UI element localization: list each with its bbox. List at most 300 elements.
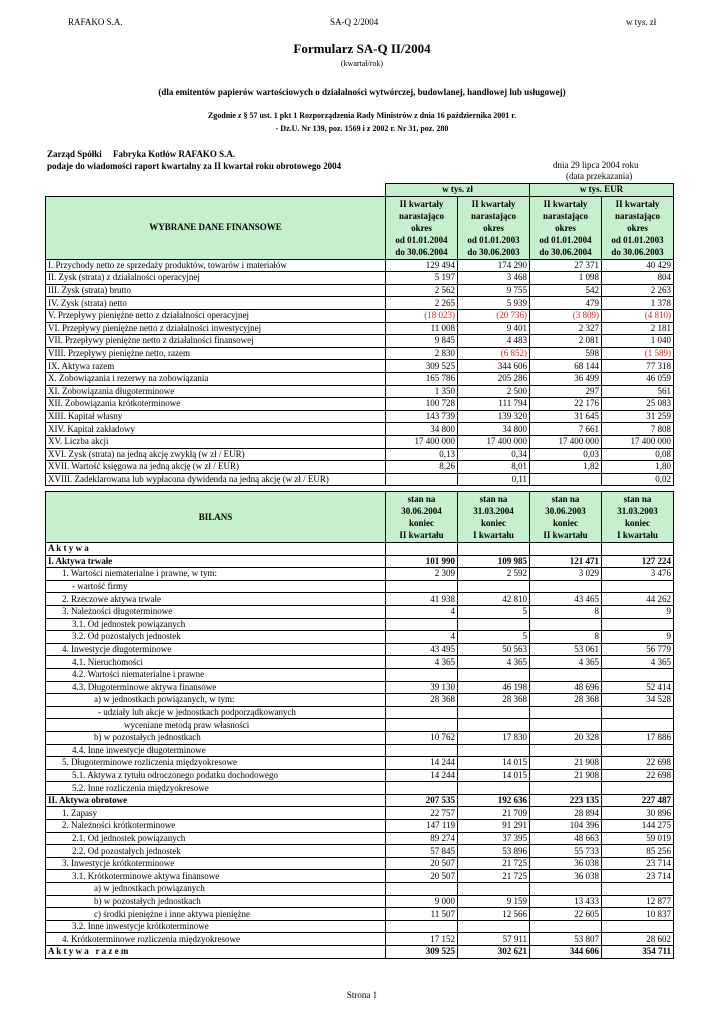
table-cell: 52 414 [602, 681, 674, 694]
table-cell [602, 618, 674, 631]
table-cell: 1,80 [602, 461, 674, 474]
table-cell [530, 668, 602, 681]
column-header-line: okres [411, 222, 432, 233]
table-cell: 309 525 [386, 946, 458, 959]
column-header-line: II kwartały [399, 198, 444, 209]
row-label: 1. Zapasy [46, 807, 386, 820]
table-row [46, 769, 674, 782]
table-row [46, 284, 674, 297]
table-cell: 22 698 [602, 769, 674, 782]
table-cell: 111 794 [458, 398, 530, 411]
table-cell: 143 739 [386, 410, 458, 423]
column-header-line: koniec [552, 518, 578, 528]
table-cell: 40 429 [602, 259, 674, 272]
table-cell: 10 762 [386, 731, 458, 744]
row-label: I. Aktywa trwałe [46, 555, 386, 568]
table-cell: 354 711 [602, 946, 674, 959]
table-cell [530, 706, 602, 719]
group-eur: w tys. EUR [530, 184, 674, 197]
row-label: II. Zysk (strata) z działalności operacyjnej [46, 272, 386, 285]
row-label: XII. Zobowiązania krótkoterminowe [46, 398, 386, 411]
row-label: - wartość firmy [46, 580, 386, 593]
board-line: Zarząd Spółki Fabryka Kotłów RAFAKO S.A. [47, 149, 236, 159]
table-cell [386, 706, 458, 719]
table-row [46, 794, 674, 807]
column-header-line: od 01.01.2004 [539, 234, 592, 245]
table-row [46, 335, 674, 348]
table-cell: 8 [530, 605, 602, 618]
table-cell: 144 275 [602, 820, 674, 833]
table-cell: 207 535 [386, 794, 458, 807]
table-cell: 1 098 [530, 272, 602, 285]
table-cell: 1,82 [530, 461, 602, 474]
column-header-line: II kwartały [543, 198, 588, 209]
row-label: 2.1. Od jednostek powiązanych [46, 832, 386, 845]
row-label: XI. Zobowiązania długoterminowe [46, 385, 386, 398]
table-cell: 57 911 [458, 933, 530, 946]
table-cell: 12 877 [602, 895, 674, 908]
table-cell: 598 [530, 347, 602, 360]
table-cell: 89 274 [386, 832, 458, 845]
table-cell: 11 507 [386, 908, 458, 921]
table-cell [386, 580, 458, 593]
row-label: VI. Przepływy pieniężne netto z działalności inwestycyjnej [46, 322, 386, 335]
table-row [46, 857, 674, 870]
table-row [46, 706, 674, 719]
table-row [46, 656, 674, 669]
table-cell: 68 144 [530, 360, 602, 373]
table-cell: 14 015 [458, 769, 530, 782]
table-row [46, 555, 674, 568]
table-cell: 59 019 [602, 832, 674, 845]
table-cell [602, 719, 674, 732]
table-cell [530, 920, 602, 933]
table-cell [530, 744, 602, 757]
table-row [46, 410, 674, 423]
row-label: c) środki pieniężne i inne aktywa pieniężne [46, 908, 386, 921]
row-label: IV. Zysk (strata) netto [46, 297, 386, 310]
table-cell [386, 883, 458, 896]
page-subtitle: (kwartał/rok) [340, 59, 384, 68]
table-cell [386, 744, 458, 757]
table-row [46, 883, 674, 896]
row-label: VIII. Przepływy pieniężne netto, razem [46, 347, 386, 360]
table-cell: 21 725 [458, 870, 530, 883]
page-title: Formularz SA-Q II/2004 [293, 41, 431, 56]
table-cell: (20 736) [458, 309, 530, 322]
table-cell: 5 197 [386, 272, 458, 285]
table-cell: (4 810) [602, 309, 674, 322]
table-cell: 56 779 [602, 643, 674, 656]
column-header [602, 196, 674, 259]
table-row [46, 832, 674, 845]
row-label: b) w pozostałych jednostkach [46, 895, 386, 908]
row-label: 4.3. Długoterminowe aktywa finansowe [46, 681, 386, 694]
bilans-title: BILANS [46, 492, 386, 543]
row-label: 2.2. Od pozostałych jednostek [46, 845, 386, 858]
table-cell: 44 262 [602, 593, 674, 606]
table-cell: 2 592 [458, 568, 530, 581]
table-cell: 25 083 [602, 398, 674, 411]
row-label: 5.1. Aktywa z tytułu odroczonego podatku dochodowego [46, 769, 386, 782]
row-label: a) w jednostkach powiązanych, w tym: [46, 694, 386, 707]
table-cell [458, 883, 530, 896]
table-row [46, 543, 674, 556]
table-cell: 344 606 [458, 360, 530, 373]
table-cell: 9 755 [458, 284, 530, 297]
column-header-line: okres [627, 222, 648, 233]
table-cell: 0,11 [458, 473, 530, 486]
table-cell: 147 119 [386, 820, 458, 833]
table-cell: 192 636 [458, 794, 530, 807]
table-cell: 36 038 [530, 870, 602, 883]
table-cell: 36 499 [530, 372, 602, 385]
table-cell: 50 563 [458, 643, 530, 656]
table-cell: 20 328 [530, 731, 602, 744]
table-cell [530, 883, 602, 896]
table-cell: 542 [530, 284, 602, 297]
table-cell [602, 883, 674, 896]
table-cell [458, 706, 530, 719]
column-header [530, 196, 602, 259]
table-cell: 28 894 [530, 807, 602, 820]
column-header-line: okres [555, 222, 576, 233]
table-row [46, 347, 674, 360]
row-label: V. Przepływy pieniężne netto z działalności operacyjnej [46, 309, 386, 322]
column-header-line: 30.06.2004 [401, 506, 442, 516]
table-cell [530, 782, 602, 795]
row-label: 4. Inwestycje długoterminowe [46, 643, 386, 656]
table-cell [458, 618, 530, 631]
table-cell: 4 365 [386, 656, 458, 669]
column-header-line: od 01.01.2003 [467, 234, 520, 245]
table-cell: 27 371 [530, 259, 602, 272]
column-header [386, 492, 458, 543]
table-cell: 41 938 [386, 593, 458, 606]
table-cell [458, 719, 530, 732]
row-label: 4.2. Wartości niematerialne i prawne [46, 668, 386, 681]
table-cell: 20 507 [386, 870, 458, 883]
table-cell: (6 852) [458, 347, 530, 360]
table-cell: 34 800 [458, 423, 530, 436]
row-label: - udziały lub akcje w jednostkach podporządkowanych [46, 706, 386, 719]
table-row [46, 272, 674, 285]
table-cell: 3 468 [458, 272, 530, 285]
table-row [46, 820, 674, 833]
table-cell [458, 580, 530, 593]
table-cell [602, 580, 674, 593]
row-label: a) w jednostkach powiązanych [46, 883, 386, 896]
table-cell: 22 757 [386, 807, 458, 820]
table-cell: 17 400 000 [386, 435, 458, 448]
table-cell: 21 908 [530, 757, 602, 770]
company-name: RAFAKO S.A. [68, 17, 123, 27]
table-row [46, 757, 674, 770]
table-cell: 23 714 [602, 870, 674, 883]
column-header-line: 31.03.2003 [617, 506, 658, 516]
table-row [46, 423, 674, 436]
page-number: Strona 1 [346, 990, 378, 1000]
table-cell [386, 719, 458, 732]
table-cell: 34 528 [602, 694, 674, 707]
table-cell: 17 886 [602, 731, 674, 744]
column-header-line: do 30.06.2003 [467, 246, 520, 257]
table-cell: (18 023) [386, 309, 458, 322]
report-line: podaje do wiadomości raport kwartalny za II kwartał roku obrotowego 2004 [47, 161, 342, 171]
column-header-line: narastająco [399, 210, 444, 221]
table-cell: 344 606 [530, 946, 602, 959]
table-cell: 3 029 [530, 568, 602, 581]
table-cell [530, 618, 602, 631]
table-cell: 48 663 [530, 832, 602, 845]
column-header-line: od 01.01.2003 [611, 234, 664, 245]
table-cell: 55 733 [530, 845, 602, 858]
column-header-line: od 01.01.2004 [395, 234, 448, 245]
column-header-line: II kwartału [543, 530, 588, 540]
table-row [46, 895, 674, 908]
table-cell: 53 807 [530, 933, 602, 946]
table-cell: 2 181 [602, 322, 674, 335]
table-cell: 11 008 [386, 322, 458, 335]
table-cell: 127 224 [602, 555, 674, 568]
table-row [46, 744, 674, 757]
table-row [46, 782, 674, 795]
table-cell: 57 845 [386, 845, 458, 858]
table-cell: 31 645 [530, 410, 602, 423]
row-label: X. Zobowiązania i rezerwy na zobowiązania [46, 372, 386, 385]
table-cell: 37 395 [458, 832, 530, 845]
table-cell: 30 896 [602, 807, 674, 820]
row-label: 3. Inwestycje krótkoterminowe [46, 857, 386, 870]
table-row [46, 643, 674, 656]
submission-date: dnia 29 lipca 2004 roku [553, 160, 639, 170]
table-cell: 17 152 [386, 933, 458, 946]
table-row [46, 807, 674, 820]
table-cell: 139 320 [458, 410, 530, 423]
column-header-line: 31.03.2004 [473, 506, 514, 516]
table-cell: 4 483 [458, 335, 530, 348]
table-cell: 1 350 [386, 385, 458, 398]
financial-data-table [45, 183, 674, 486]
row-label: A k t y w a r a z e m [46, 946, 386, 959]
table-row [46, 605, 674, 618]
table-cell: 36 038 [530, 857, 602, 870]
submission-date-note: (data przekazania) [566, 171, 633, 181]
balance-sheet-table [45, 491, 674, 959]
table-row [46, 908, 674, 921]
header-row [46, 184, 674, 197]
table-cell: 43 465 [530, 593, 602, 606]
table-cell [602, 782, 674, 795]
table-cell: (3 809) [530, 309, 602, 322]
column-header-line: koniec [624, 518, 650, 528]
table-cell: 5 939 [458, 297, 530, 310]
header-blank-cell [46, 184, 386, 197]
unit-label: w tys. zł [626, 17, 657, 27]
table-cell: 2 327 [530, 322, 602, 335]
column-header-line: stan na [551, 494, 580, 504]
table-cell: 479 [530, 297, 602, 310]
table-cell: 2 830 [386, 347, 458, 360]
table-cell: 21 908 [530, 769, 602, 782]
table-cell: 46 198 [458, 681, 530, 694]
table-cell: 91 291 [458, 820, 530, 833]
table-cell: 77 318 [602, 360, 674, 373]
table-row [46, 694, 674, 707]
table-cell [386, 920, 458, 933]
table-cell: 31 259 [602, 410, 674, 423]
column-header-line: koniec [480, 518, 506, 528]
row-label: 3.1. Od jednostek powiązanych [46, 618, 386, 631]
row-label: II. Aktywa obrotowe [46, 794, 386, 807]
table-cell: 28 368 [386, 694, 458, 707]
table-row [46, 448, 674, 461]
table-cell: 2 263 [602, 284, 674, 297]
column-header [458, 492, 530, 543]
row-label: XIV. Kapitał zakładowy [46, 423, 386, 436]
table-cell: 48 696 [530, 681, 602, 694]
row-label: 3. Należności długoterminowe [46, 605, 386, 618]
table-cell: 109 985 [458, 555, 530, 568]
table-row [46, 322, 674, 335]
table-cell: 9 [602, 631, 674, 644]
table-cell: 561 [602, 385, 674, 398]
table-row [46, 360, 674, 373]
table-cell: 14 244 [386, 757, 458, 770]
table-cell: 39 130 [386, 681, 458, 694]
table-cell [602, 920, 674, 933]
table-cell [602, 668, 674, 681]
table-cell: 8 [530, 631, 602, 644]
table-cell [458, 668, 530, 681]
column-header-line: do 30.06.2003 [611, 246, 664, 257]
row-label: I. Przychody netto ze sprzedaży produktów, towarów i materiałów [46, 259, 386, 272]
table-row [46, 309, 674, 322]
table-cell: 1 378 [602, 297, 674, 310]
table-cell: 0,34 [458, 448, 530, 461]
row-label: 4.4. Inne inwestycje długoterminowe [46, 744, 386, 757]
table-cell: 20 507 [386, 857, 458, 870]
table-cell: 12 566 [458, 908, 530, 921]
table-cell [386, 543, 458, 556]
table-cell [458, 782, 530, 795]
row-label: 3.1. Krótkoterminowe aktywa finansowe [46, 870, 386, 883]
table-cell: 174 290 [458, 259, 530, 272]
table-cell: 129 494 [386, 259, 458, 272]
row-label: 2. Należności krótkoterminowe [46, 820, 386, 833]
table-cell: 4 365 [530, 656, 602, 669]
table-cell: 2 081 [530, 335, 602, 348]
table-cell [530, 580, 602, 593]
table-cell: 4 365 [602, 656, 674, 669]
table-cell: 227 487 [602, 794, 674, 807]
table-row [46, 845, 674, 858]
column-header-line: 30.06.2003 [545, 506, 586, 516]
table-row [46, 593, 674, 606]
column-header-line: do 30.06.2004 [395, 246, 448, 257]
table-cell: 9 845 [386, 335, 458, 348]
table-cell: 309 525 [386, 360, 458, 373]
table-cell [530, 543, 602, 556]
column-header-line: koniec [408, 518, 434, 528]
table-cell: 21 725 [458, 857, 530, 870]
table-cell: 34 800 [386, 423, 458, 436]
table-cell: 1 040 [602, 335, 674, 348]
table-cell: 2 562 [386, 284, 458, 297]
table-cell: 14 244 [386, 769, 458, 782]
table-cell: 53 061 [530, 643, 602, 656]
group-pln: w tys. zł [386, 184, 530, 197]
table-cell: 804 [602, 272, 674, 285]
table-row [46, 473, 674, 486]
column-header-line: I kwartału [473, 530, 514, 540]
table-cell: 9 000 [386, 895, 458, 908]
table-cell: 5 [458, 605, 530, 618]
table-cell: 22 698 [602, 757, 674, 770]
table-row [46, 731, 674, 744]
table-cell: 17 400 000 [458, 435, 530, 448]
table-cell: 3 476 [602, 568, 674, 581]
table-row [46, 946, 674, 959]
form-code: SA-Q 2/2004 [330, 17, 379, 27]
table-cell: 205 286 [458, 372, 530, 385]
column-header-line: okres [483, 222, 504, 233]
table-row [46, 398, 674, 411]
table-cell: 22 176 [530, 398, 602, 411]
table-row [46, 259, 674, 272]
table-cell: 14 015 [458, 757, 530, 770]
column-header [458, 196, 530, 259]
column-header [602, 492, 674, 543]
table-cell: 100 728 [386, 398, 458, 411]
table-cell [386, 668, 458, 681]
table-cell: 101 990 [386, 555, 458, 568]
table-cell: 2 500 [458, 385, 530, 398]
table-cell: 42 810 [458, 593, 530, 606]
table-cell: 7 808 [602, 423, 674, 436]
row-label: 1. Wartości niematerialne i prawne, w tym: [46, 568, 386, 581]
table-cell: 4 [386, 631, 458, 644]
column-header-line: II kwartału [399, 530, 444, 540]
table-cell: 9 [602, 605, 674, 618]
table-row [46, 580, 674, 593]
row-label: XVI. Zysk (strata) na jedną akcję zwykłą (w zł / EUR) [46, 448, 386, 461]
table-cell [530, 473, 602, 486]
table-cell: 0,13 [386, 448, 458, 461]
row-label: b) w pozostałych jednostkach [46, 731, 386, 744]
table-cell: 17 400 000 [602, 435, 674, 448]
row-label: IX. Aktywa razem [46, 360, 386, 373]
table-cell: 23 714 [602, 857, 674, 870]
row-label: 4. Krótkoterminowe rozliczenia międzyokresowe [46, 933, 386, 946]
row-label: XVIII. Zadeklarowana lub wypłacona dywidenda na jedną akcję (w zł / EUR) [46, 473, 386, 486]
column-header-line: II kwartały [615, 198, 660, 209]
table-row [46, 618, 674, 631]
table-cell: 302 621 [458, 946, 530, 959]
table-row [46, 372, 674, 385]
table-cell: 85 256 [602, 845, 674, 858]
row-label: 3.2. Inne inwestycje krótkoterminowe [46, 920, 386, 933]
table-cell: 22 605 [530, 908, 602, 921]
table-cell [386, 782, 458, 795]
table-cell: 5 [458, 631, 530, 644]
table-cell: 10 837 [602, 908, 674, 921]
table-row [46, 668, 674, 681]
row-label: XIII. Kapitał własny [46, 410, 386, 423]
table-cell: 8,01 [458, 461, 530, 474]
table-cell: 2 309 [386, 568, 458, 581]
table-row [46, 435, 674, 448]
